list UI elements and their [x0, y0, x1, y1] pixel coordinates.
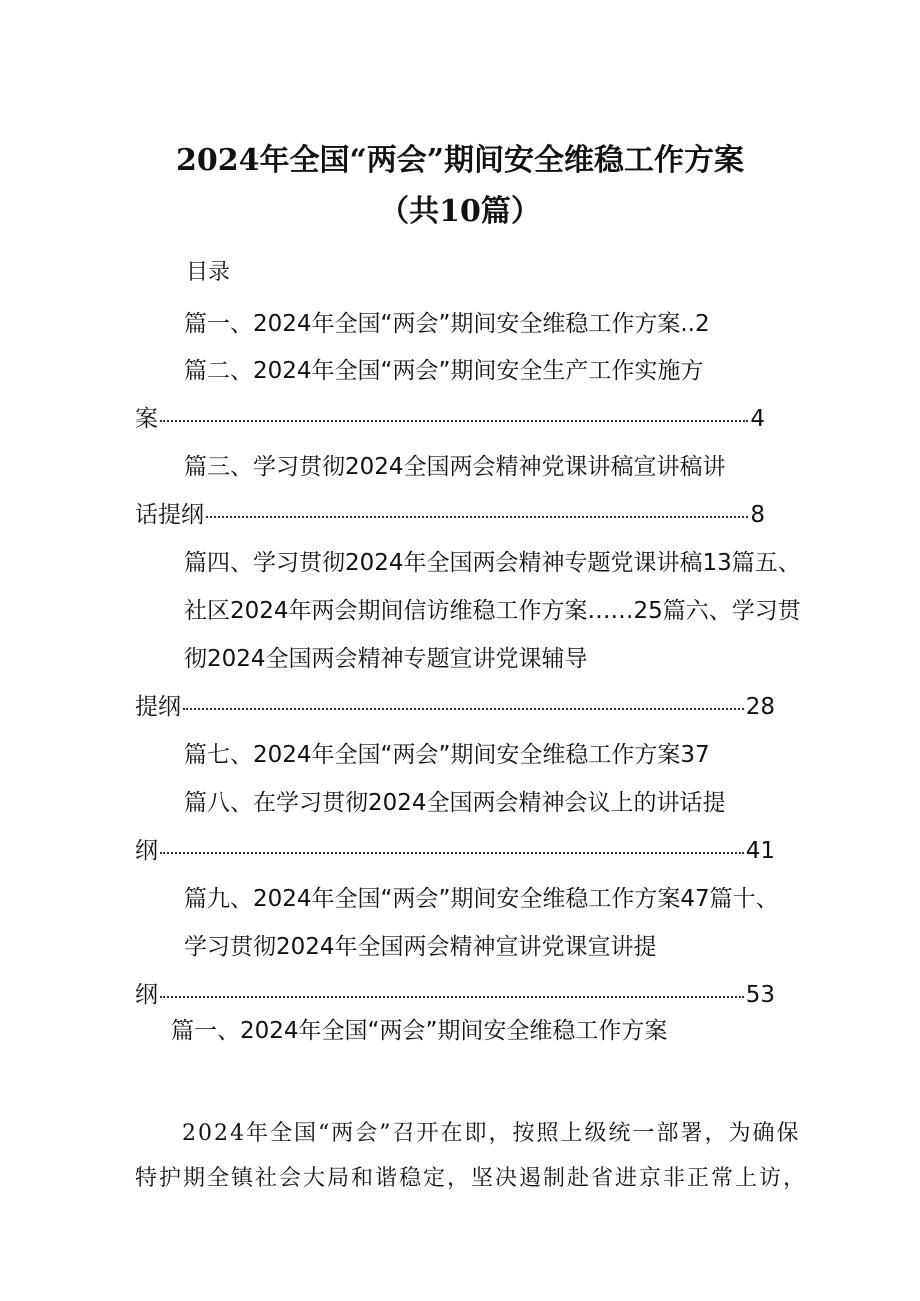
dot-leader: [160, 996, 744, 998]
toc-entry-4[interactable]: 篇四、学习贯彻2024年全国两会精神专题党课讲稿13篇五、: [184, 550, 801, 576]
toc-entry-10-tail: 纲: [135, 982, 158, 1008]
document-subtitle: （共10篇）: [379, 194, 541, 229]
toc-entry-3-page: 8: [750, 502, 765, 528]
toc-entry-5[interactable]: 社区2024年两会期间信访维稳工作方案……25篇六、学习贯: [184, 598, 801, 624]
document-title: 2024年全国“两会”期间安全维稳工作方案: [175, 143, 744, 178]
section-heading: 篇一、2024年全国“两会”期间安全维稳工作方案: [171, 1018, 668, 1044]
body-paragraph-line: 2024年全国“两会”召开在即，按照上级统一部署，为确保: [182, 1121, 801, 1146]
toc-entry-8-cont[interactable]: [135, 835, 775, 867]
dot-leader: [183, 708, 744, 710]
toc-entry-9[interactable]: 篇九、2024年全国“两会”期间安全维稳工作方案47篇十、: [184, 886, 779, 912]
toc-entry-6-tail: 提纲: [135, 694, 181, 720]
toc-entry-6-cont[interactable]: [135, 691, 775, 723]
toc-entry-1[interactable]: 篇一、2024年全国“两会”期间安全维稳工作方案..2: [184, 311, 710, 337]
toc-entry-2-page: 4: [750, 406, 765, 432]
toc-entry-8[interactable]: 篇八、在学习贯彻2024全国两会精神会议上的讲话提: [184, 790, 726, 816]
toc-entry-8-page: 41: [745, 838, 775, 864]
toc-entry-2-tail: 案: [135, 406, 158, 432]
toc-entry-10-cont[interactable]: [135, 979, 775, 1011]
toc-entry-6-page: 28: [745, 694, 775, 720]
toc-entry-3[interactable]: 篇三、学习贯彻2024全国两会精神党课讲稿宣讲稿讲: [184, 454, 726, 480]
toc-entry-10[interactable]: 学习贯彻2024年全国两会精神宣讲党课宣讲提: [184, 934, 657, 960]
toc-entry-2-cont[interactable]: [135, 403, 765, 435]
dot-leader: [206, 516, 748, 518]
toc-entry-10-page: 53: [745, 982, 775, 1008]
toc-entry-7[interactable]: 篇七、2024年全国“两会”期间安全维稳工作方案37: [184, 742, 710, 768]
toc-entry-6[interactable]: 彻2024全国两会精神专题宣讲党课辅导: [184, 646, 588, 672]
body-paragraph-line: 特护期全镇社会大局和谐稳定，坚决遏制赴省进京非正常上访，: [135, 1166, 808, 1191]
dot-leader: [160, 852, 744, 854]
toc-entry-3-tail: 话提纲: [135, 502, 204, 528]
dot-leader: [160, 420, 748, 422]
toc-entry-2[interactable]: 篇二、2024年全国“两会”期间安全生产工作实施方: [184, 358, 704, 384]
toc-entry-3-cont[interactable]: [135, 499, 765, 531]
toc-entry-8-tail: 纲: [135, 838, 158, 864]
toc-heading: 目录: [186, 260, 231, 285]
